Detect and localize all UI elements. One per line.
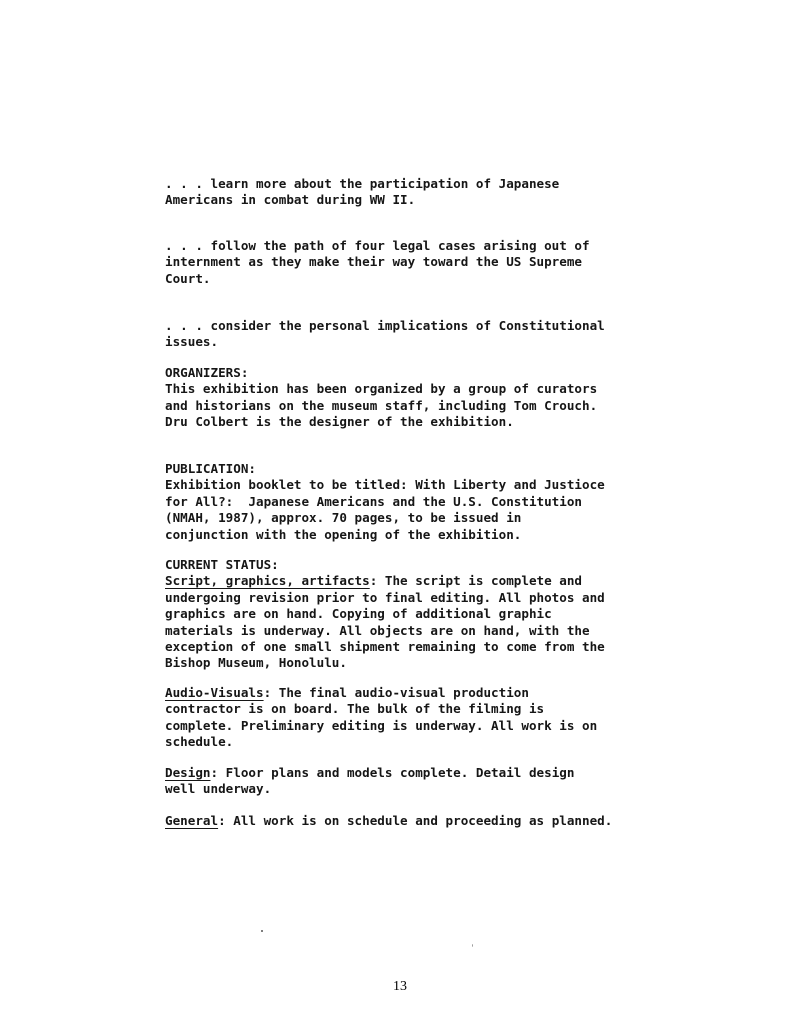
text-line: for All?: Japanese Americans and the U.S. Constitution — [165, 493, 583, 509]
text-line: Bishop Museum, Honolulu. — [165, 655, 347, 671]
publication-heading: PUBLICATION: — [165, 461, 256, 476]
text-line: . . . follow the path of four legal cases arising out of — [165, 238, 590, 253]
organizers-section — [165, 365, 665, 431]
text-line: This exhibition has been organized by a group of curators — [165, 381, 598, 397]
status-general-label: General — [165, 813, 219, 828]
text-line: conjunction with the opening of the exhibition. — [165, 526, 522, 542]
text-line: undergoing revision prior to final editing. All photos and — [165, 589, 605, 605]
current-status-heading: CURRENT STATUS: — [165, 557, 279, 572]
text-line: Exhibition booklet to be titled: With Liberty and Justioce — [165, 477, 605, 493]
publication-section — [165, 461, 665, 543]
current-status-section — [165, 557, 665, 672]
text-line: materials is underway. All objects are on hand, with the — [165, 622, 590, 638]
status-design-text: : Floor plans and models complete. Detail design — [210, 765, 575, 780]
text-line: (NMAH, 1987), approx. 70 pages, to be issued in — [165, 510, 522, 526]
text-line: and historians on the museum staff, including Tom Crouch. — [165, 397, 598, 413]
text-line: issues. — [165, 334, 219, 350]
status-design — [165, 765, 665, 798]
text-line: exception of one small shipment remaining to come from the — [165, 639, 605, 655]
scan-speck — [472, 944, 473, 947]
organizers-heading: ORGANIZERS: — [165, 365, 249, 380]
status-design-label: Design — [165, 765, 211, 780]
bullet-constitutional — [165, 318, 665, 351]
text-line: Americans in combat during WW II. — [165, 192, 416, 208]
status-audio-visuals — [165, 685, 665, 751]
status-general-text: : All work is on schedule and proceeding as planned. — [218, 813, 613, 828]
text-line: . . . consider the personal implications of Constitutional — [165, 318, 605, 333]
status-general-line — [165, 813, 665, 829]
status-general — [165, 813, 665, 829]
text-line: complete. Preliminary editing is underway. All work is on — [165, 717, 598, 733]
bullet-legal-cases — [165, 238, 665, 287]
status-script-text: : The script is complete and — [369, 573, 583, 589]
text-line: graphics are on hand. Copying of additional graphic — [165, 606, 552, 622]
bullet-combat — [165, 176, 665, 209]
text-line: schedule. — [165, 734, 234, 750]
scan-speck — [261, 930, 263, 932]
text-line: internment as they make their way toward the US Supreme — [165, 254, 583, 270]
status-audio-visuals-line — [165, 685, 665, 701]
text-line: Court. — [165, 270, 211, 286]
status-audio-visuals-text: : The final audio-visual production — [263, 685, 529, 700]
text-line: contractor is on board. The bulk of the filming is — [165, 701, 545, 717]
status-script-line — [165, 573, 665, 589]
status-audio-visuals-label: Audio-Visuals — [165, 685, 264, 700]
text-line: Dru Colbert is the designer of the exhibition. — [165, 414, 514, 430]
text-line: well underway. — [165, 781, 272, 797]
status-script-label: Script, graphics, artifacts — [165, 573, 370, 589]
text-line: . . . learn more about the participation of Japanese — [165, 176, 560, 191]
status-design-line — [165, 765, 665, 781]
page-number: 13 — [393, 979, 407, 994]
